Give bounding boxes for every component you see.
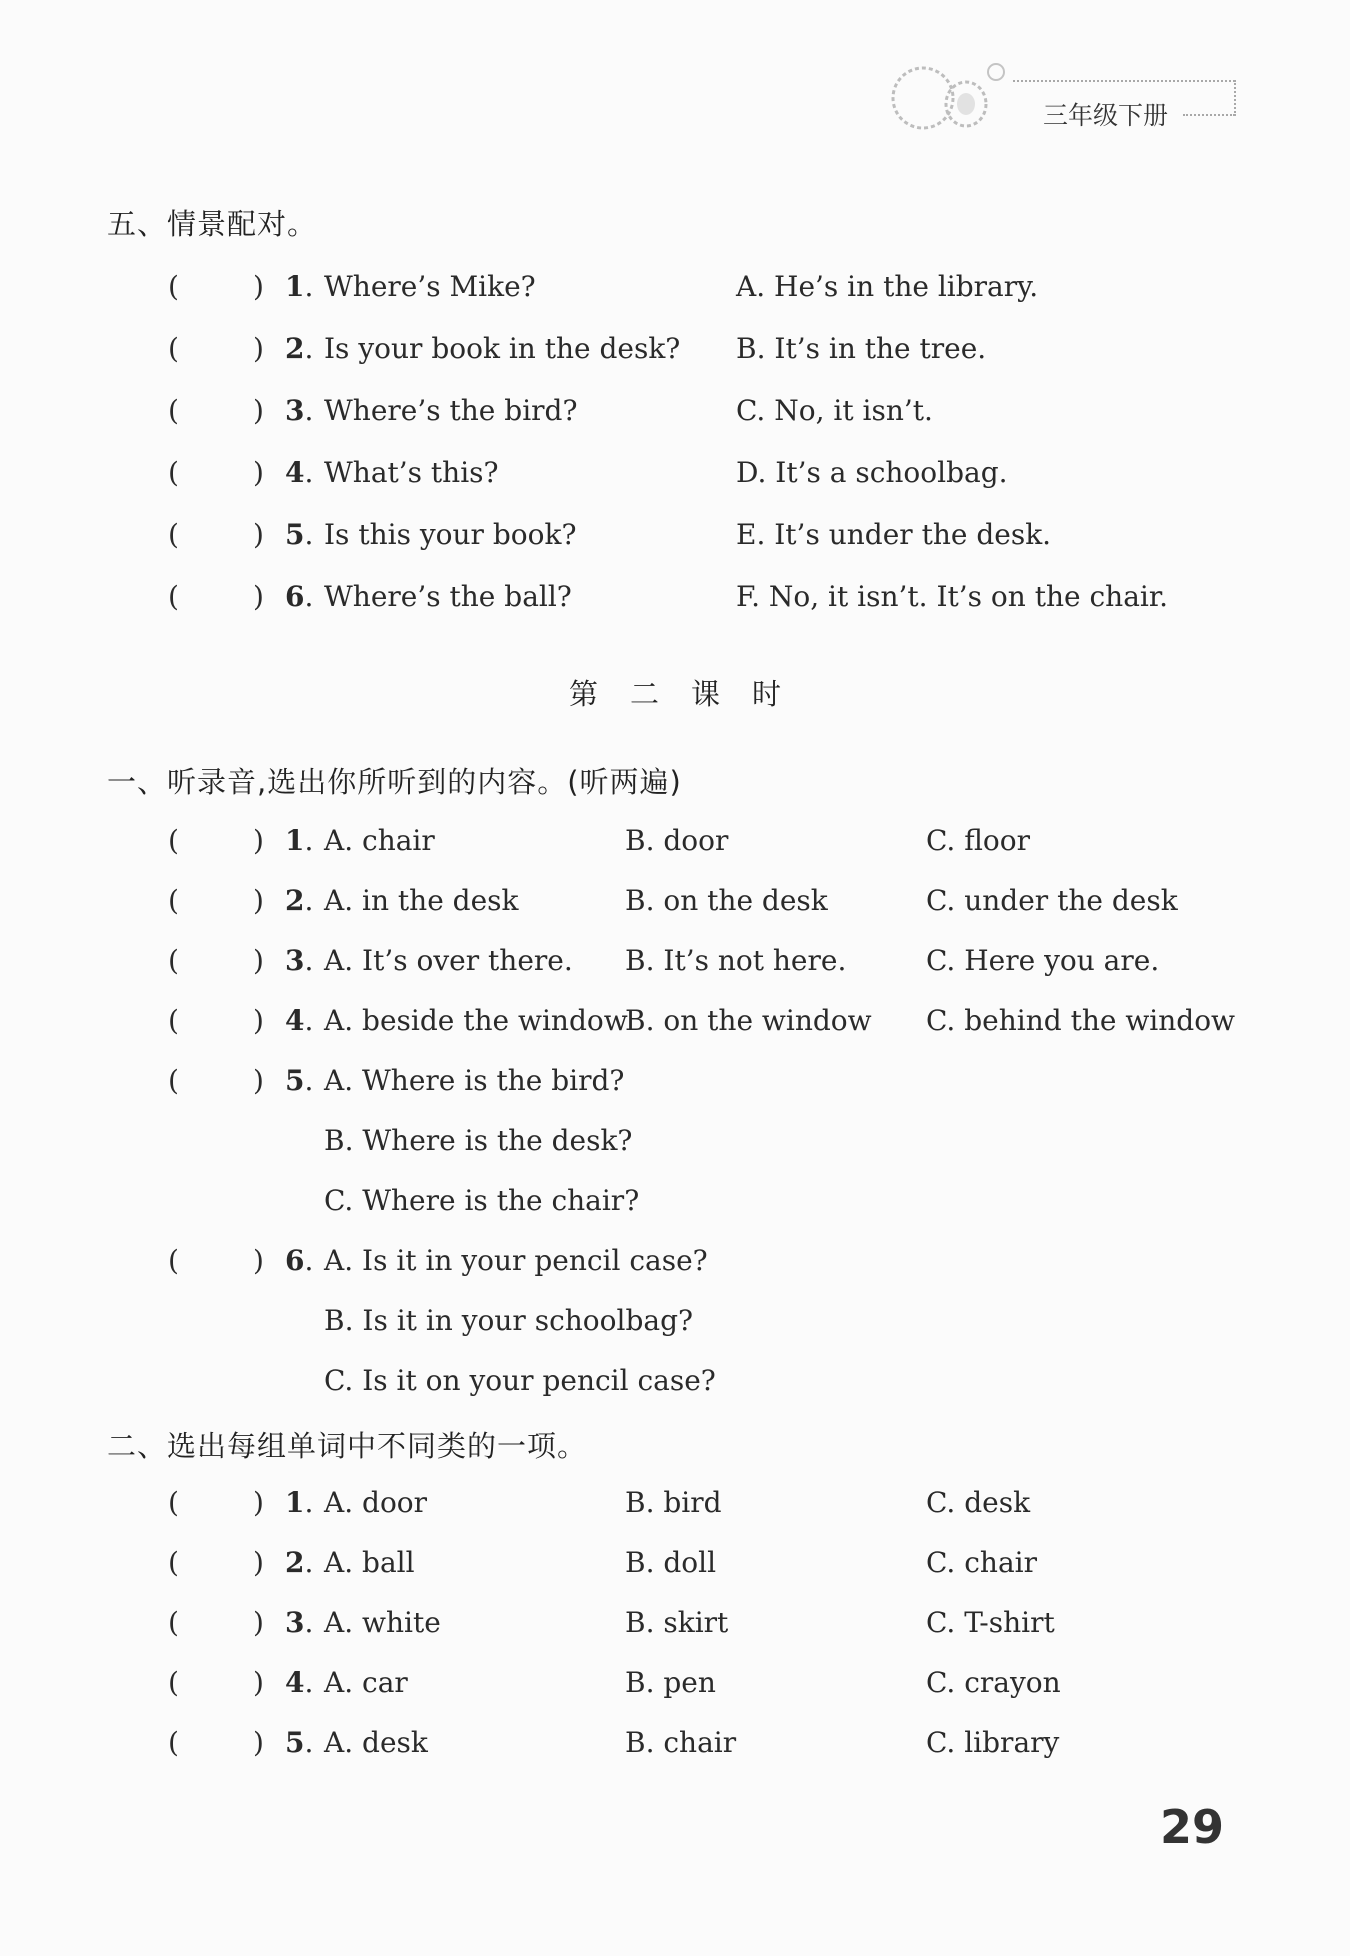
option-c: C. desk (926, 1486, 1031, 1519)
option-c: C. floor (926, 824, 1031, 857)
answer-option: E. It’s under the desk. (736, 518, 1052, 551)
header-dotted-underline (1183, 114, 1235, 116)
list-item (0, 1546, 1350, 1590)
question-text: Is this your book? (324, 518, 577, 551)
answer-paren-close: ) (253, 580, 264, 613)
list-item (0, 518, 1350, 562)
answer-paren-open: ( (168, 270, 179, 303)
answer-option: A. He’s in the library. (736, 270, 1039, 303)
option-c: C. chair (926, 1546, 1037, 1579)
option-c: C. Here you are. (926, 944, 1160, 977)
list-item (0, 824, 1350, 868)
section-5-title: 五、情景配对。 (107, 207, 318, 241)
item-number: 5 . (285, 1726, 313, 1759)
answer-paren-open: ( (168, 1546, 179, 1579)
option-b: B. pen (625, 1666, 716, 1699)
option-a: A. door (324, 1486, 428, 1519)
list-item (0, 332, 1350, 376)
list-item-option (0, 1304, 1350, 1348)
option-b: B. skirt (625, 1606, 729, 1639)
question-text: Where’s Mike? (324, 270, 536, 303)
list-item (0, 580, 1350, 624)
item-number: 1 . (285, 824, 313, 857)
option-a: A. ball (324, 1546, 415, 1579)
option-a: A. car (324, 1666, 408, 1699)
lesson-char: 第 (568, 677, 598, 711)
answer-paren-open: ( (168, 884, 179, 917)
option-a: A. desk (324, 1726, 428, 1759)
answer-paren-open: ( (168, 1064, 179, 1097)
option-b: B. bird (625, 1486, 722, 1519)
list-item (0, 1064, 1350, 1108)
answer-paren-close: ) (253, 824, 264, 857)
answer-paren-close: ) (253, 1666, 264, 1699)
option-b: B. doll (625, 1546, 717, 1579)
item-number: 6 . (285, 1244, 313, 1277)
option-c: C. behind the window (926, 1004, 1236, 1037)
answer-paren-open: ( (168, 1606, 179, 1639)
item-number: 3 . (285, 944, 313, 977)
answer-paren-close: ) (253, 332, 264, 365)
answer-paren-open: ( (168, 332, 179, 365)
option-a: A. Where is the bird? (324, 1064, 625, 1097)
page-number: 29 (1160, 1800, 1225, 1854)
answer-paren-close: ) (253, 1486, 264, 1519)
list-item (0, 884, 1350, 928)
part-2-title: 二、选出每组单词中不同类的一项。 (107, 1429, 588, 1463)
option-c: C. Where is the chair? (324, 1184, 640, 1217)
item-number: 5 . (285, 518, 313, 551)
lesson-char: 课 (691, 677, 721, 711)
page-header (878, 52, 1238, 142)
list-item (0, 456, 1350, 500)
option-b: B. on the window (625, 1004, 872, 1037)
option-c: C. Is it on your pencil case? (324, 1364, 716, 1397)
option-c: C. crayon (926, 1666, 1061, 1699)
option-a: A. in the desk (324, 884, 519, 917)
answer-paren-close: ) (253, 884, 264, 917)
header-dotted-edge (1234, 80, 1236, 116)
item-number: 4 . (285, 1666, 313, 1699)
answer-paren-close: ) (253, 394, 264, 427)
question-text: Is your book in the desk? (324, 332, 681, 365)
decorative-logo-icon (878, 56, 1008, 136)
answer-paren-open: ( (168, 394, 179, 427)
answer-paren-close: ) (253, 1064, 264, 1097)
list-item (0, 270, 1350, 314)
option-a: A. It’s over there. (324, 944, 573, 977)
option-b: B. Is it in your schoolbag? (324, 1304, 694, 1337)
answer-paren-open: ( (168, 1726, 179, 1759)
option-c: C. under the desk (926, 884, 1178, 917)
list-item (0, 1606, 1350, 1650)
item-number: 2 . (285, 1546, 313, 1579)
option-a: A. beside the window (324, 1004, 628, 1037)
list-item (0, 1486, 1350, 1530)
answer-paren-close: ) (253, 270, 264, 303)
option-b: B. on the desk (625, 884, 828, 917)
answer-paren-open: ( (168, 580, 179, 613)
answer-paren-close: ) (253, 1004, 264, 1037)
answer-option: B. It’s in the tree. (736, 332, 987, 365)
answer-paren-open: ( (168, 1486, 179, 1519)
option-a: A. Is it in your pencil case? (324, 1244, 708, 1277)
option-c: C. T-shirt (926, 1606, 1055, 1639)
list-item (0, 394, 1350, 438)
item-number: 6 . (285, 580, 313, 613)
item-number: 1 . (285, 270, 313, 303)
answer-paren-close: ) (253, 944, 264, 977)
header-dotted-line (1013, 80, 1235, 82)
option-b: B. chair (625, 1726, 737, 1759)
answer-paren-open: ( (168, 456, 179, 489)
answer-paren-open: ( (168, 1244, 179, 1277)
option-c: C. library (926, 1726, 1060, 1759)
list-item-option (0, 1184, 1350, 1228)
part-1-title: 一、听录音,选出你所听到的内容。(听两遍) (107, 765, 682, 799)
answer-paren-close: ) (253, 1244, 264, 1277)
answer-paren-open: ( (168, 944, 179, 977)
answer-paren-close: ) (253, 518, 264, 551)
lesson-heading (0, 672, 1350, 713)
list-item-option (0, 1124, 1350, 1168)
lesson-char: 二 (629, 677, 659, 711)
answer-paren-close: ) (253, 1726, 264, 1759)
list-item (0, 1004, 1350, 1048)
answer-option: C. No, it isn’t. (736, 394, 933, 427)
list-item-option (0, 1364, 1350, 1408)
answer-paren-close: ) (253, 1546, 264, 1579)
option-b: B. Where is the desk? (324, 1124, 633, 1157)
item-number: 1 . (285, 1486, 313, 1519)
option-a: A. white (324, 1606, 441, 1639)
list-item (0, 1726, 1350, 1770)
item-number: 3 . (285, 1606, 313, 1639)
answer-option: F. No, it isn’t. It’s on the chair. (736, 580, 1169, 613)
question-text: Where’s the bird? (324, 394, 578, 427)
answer-option: D. It’s a schoolbag. (736, 456, 1008, 489)
answer-paren-open: ( (168, 1004, 179, 1037)
list-item (0, 1666, 1350, 1710)
option-b: B. door (625, 824, 729, 857)
item-number: 3 . (285, 394, 313, 427)
option-a: A. chair (324, 824, 435, 857)
item-number: 5 . (285, 1064, 313, 1097)
list-item (0, 1244, 1350, 1288)
answer-paren-close: ) (253, 456, 264, 489)
answer-paren-open: ( (168, 518, 179, 551)
answer-paren-open: ( (168, 824, 179, 857)
item-number: 4 . (285, 1004, 313, 1037)
answer-paren-close: ) (253, 1606, 264, 1639)
answer-paren-open: ( (168, 1666, 179, 1699)
item-number: 2 . (285, 332, 313, 365)
question-text: Where’s the ball? (324, 580, 572, 613)
list-item (0, 944, 1350, 988)
item-number: 2 . (285, 884, 313, 917)
option-b: B. It’s not here. (625, 944, 847, 977)
grade-label: 三年级下册 (1043, 101, 1169, 130)
item-number: 4 . (285, 456, 313, 489)
question-text: What’s this? (324, 456, 499, 489)
lesson-char: 时 (752, 677, 782, 711)
